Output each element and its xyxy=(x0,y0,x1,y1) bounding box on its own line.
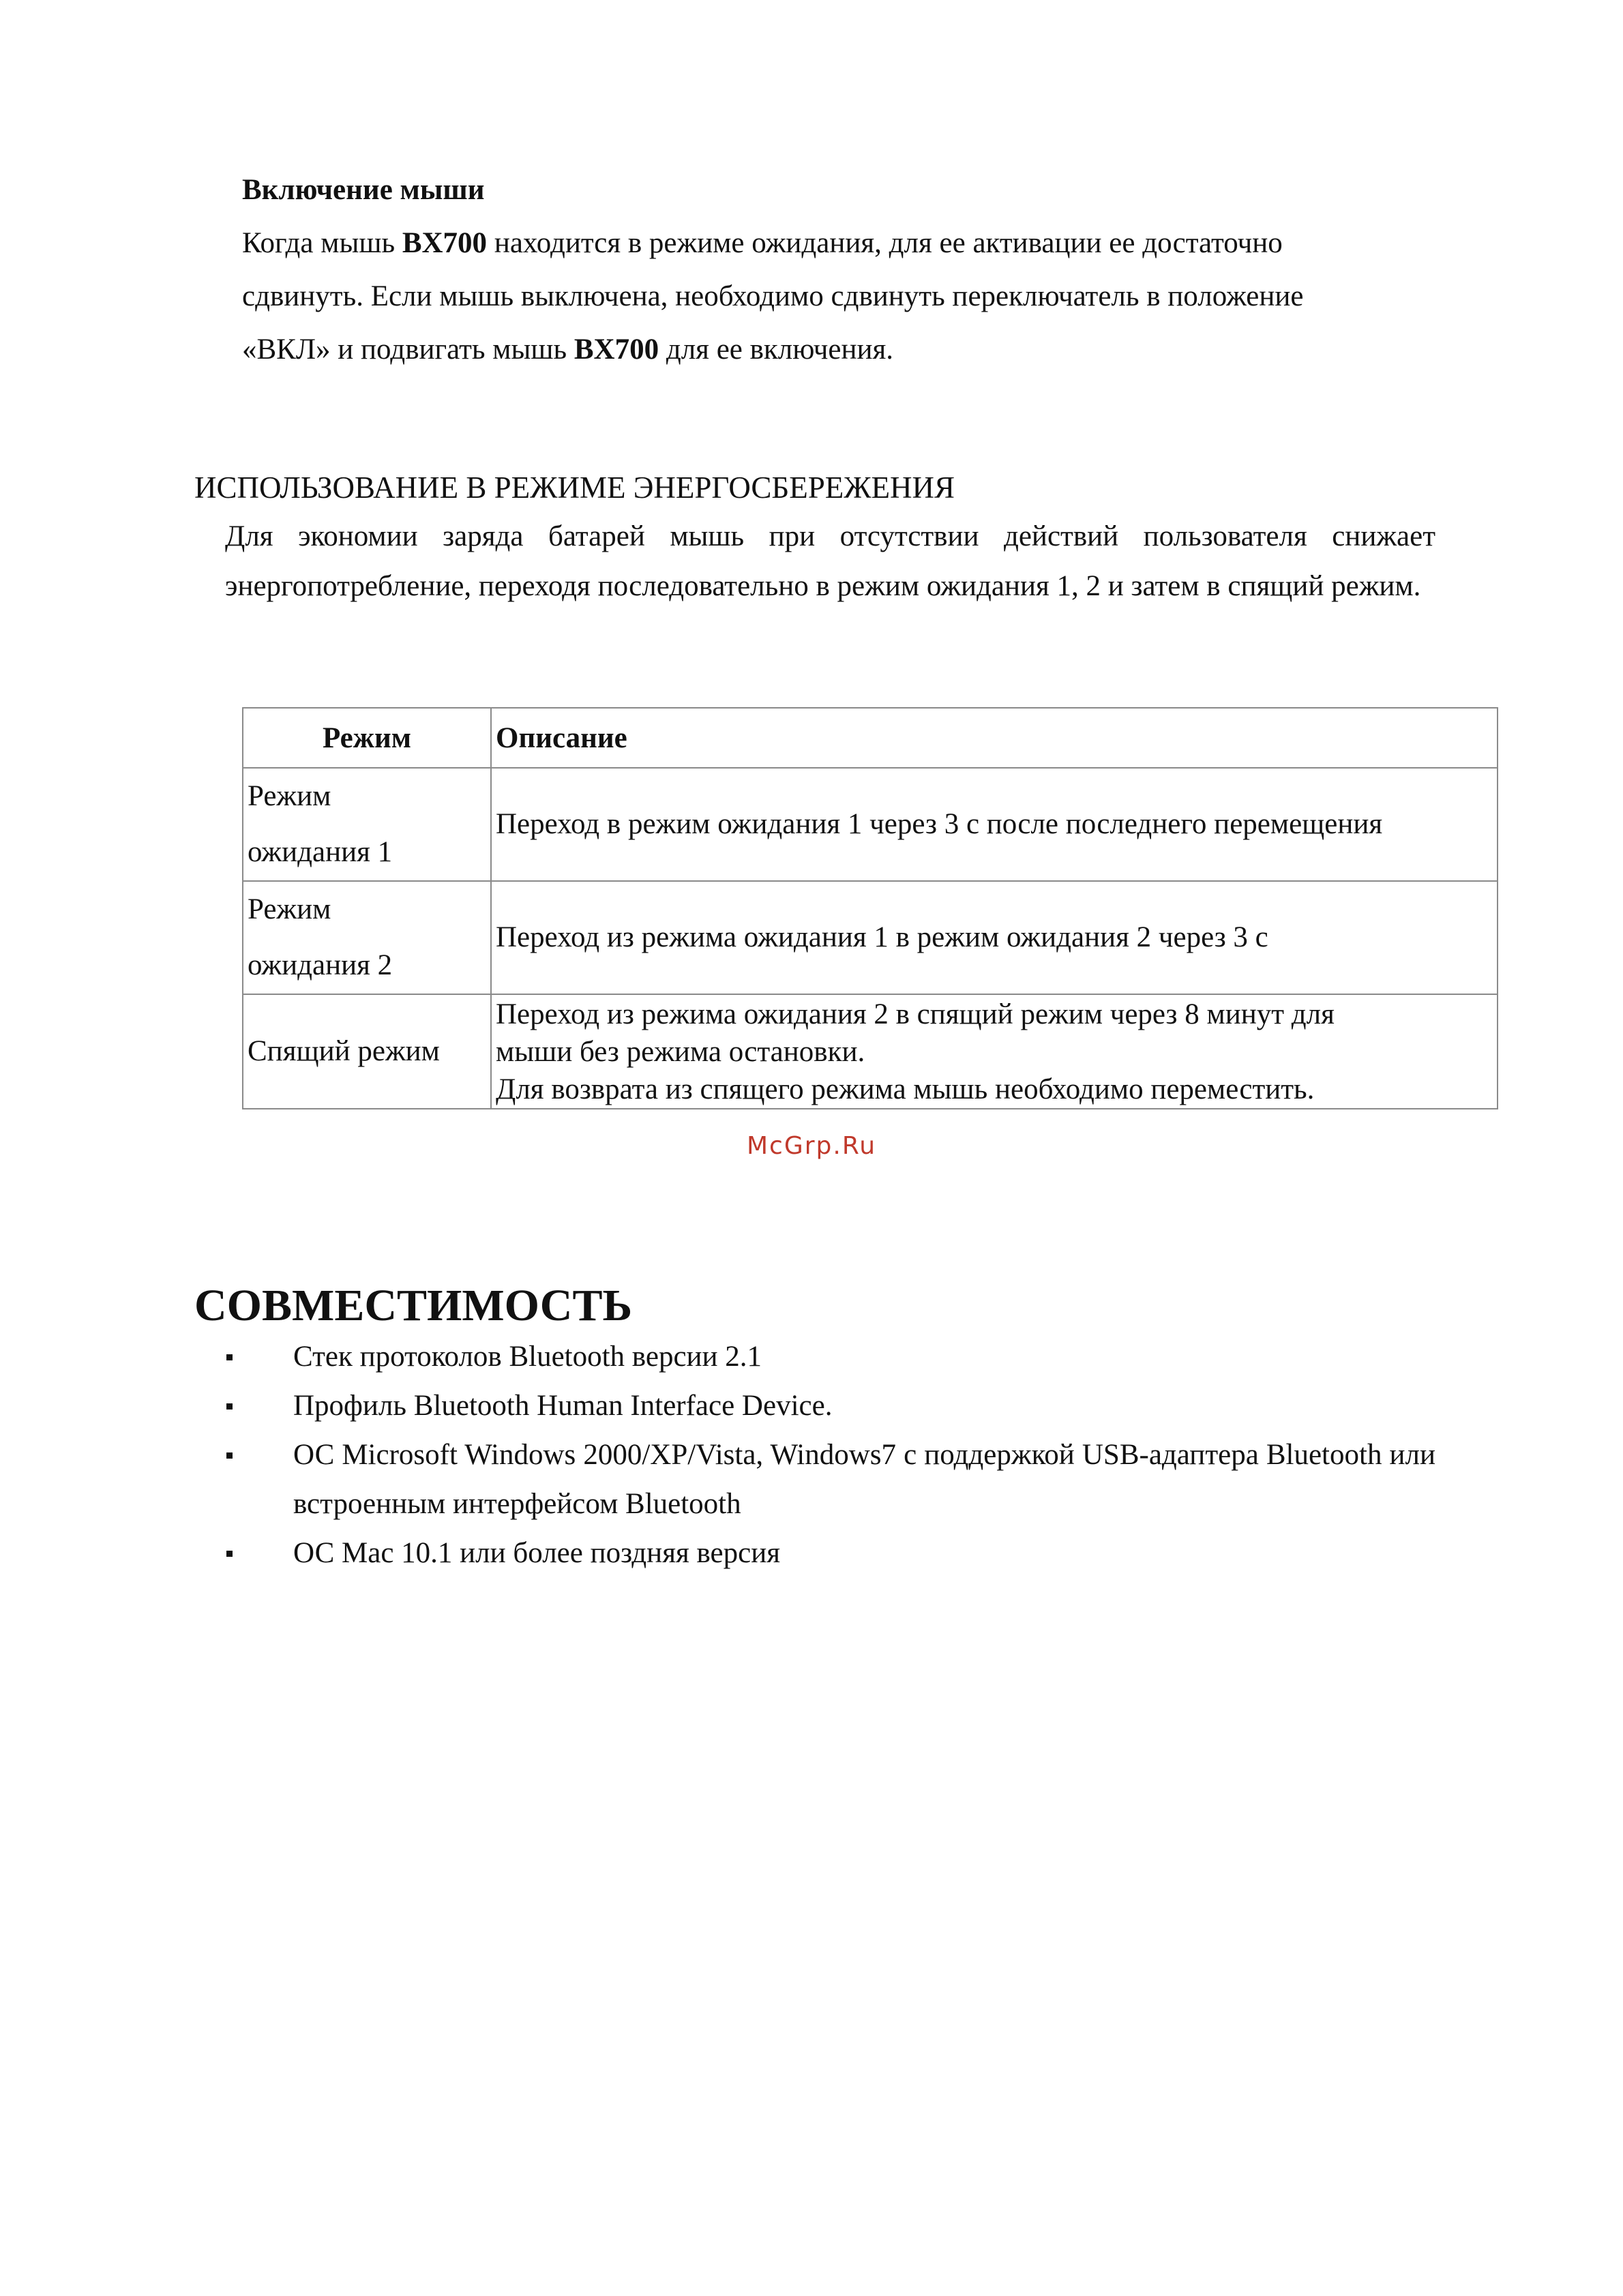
description-cell: Переход в режим ожидания 1 через 3 с после последнего перемещения xyxy=(491,768,1498,881)
text-run: сдвинуть. Если мышь выключена, необходимо сдвинуть переключатель в положение xyxy=(242,280,1304,312)
power-on-section xyxy=(242,164,1435,376)
text-run: находится в режиме ожидания, для ее активации ее достаточно xyxy=(487,227,1283,259)
model-name: BX700 xyxy=(402,227,488,259)
text-run: для ее включения. xyxy=(659,333,894,366)
description-cell: Переход из режима ожидания 1 в режим ожидания 2 через 3 с xyxy=(491,881,1498,994)
compatibility-heading: СОВМЕСТИМОСТЬ xyxy=(194,1281,633,1330)
table-row xyxy=(243,994,1498,1109)
power-on-title: Включение мыши xyxy=(242,174,485,206)
bullet-icon xyxy=(226,1354,233,1360)
list-item xyxy=(194,1382,1435,1431)
list-item xyxy=(194,1529,1435,1578)
table-row xyxy=(243,768,1498,881)
energy-saving-heading: ИСПОЛЬЗОВАНИЕ В РЕЖИМЕ ЭНЕРГОСБЕРЕЖЕНИЯ xyxy=(194,471,955,505)
power-on-line-2 xyxy=(242,270,1435,323)
header-description: Описание xyxy=(491,708,1498,768)
description-cell: Переход из режима ожидания 2 в спящий режим через 8 минут для мыши без режима остановки. Для возврата из спящего режима мышь необходимо переместить. xyxy=(491,994,1498,1109)
compatibility-list xyxy=(194,1332,1435,1578)
bullet-icon xyxy=(226,1452,233,1459)
list-item xyxy=(194,1431,1435,1529)
list-item-text: Профиль Bluetooth Human Interface Device. xyxy=(293,1390,833,1422)
energy-saving-intro: Для экономии заряда батарей мышь при отсутствии действий пользователя снижает энергопотребление, переходя последовательно в режим ожидания 1, 2 и затем в спящий режим. xyxy=(225,520,1435,602)
watermark: McGrp.Ru xyxy=(746,1132,877,1160)
mode-cell: Режим ожидания 1 xyxy=(243,768,491,881)
power-on-line-1 xyxy=(242,217,1435,270)
text-run: Когда мышь xyxy=(242,227,402,259)
list-item-text: Стек протоколов Bluetooth версии 2.1 xyxy=(293,1341,762,1373)
energy-saving-section xyxy=(194,464,1435,611)
table-header-row xyxy=(243,708,1498,768)
mode-cell: Спящий режим xyxy=(243,994,491,1109)
text-run: «ВКЛ» и подвигать мышь xyxy=(242,333,574,366)
compatibility-section xyxy=(194,1275,1435,1578)
bullet-icon xyxy=(226,1403,233,1410)
list-item-text: ОС Microsoft Windows 2000/XP/Vista, Windows7 с поддержкой USB-адаптера Bluetooth или встроенным интерфейсом Bluetooth xyxy=(293,1439,1435,1520)
list-item xyxy=(194,1332,1435,1382)
header-mode: Режим xyxy=(243,708,491,768)
bullet-icon xyxy=(226,1551,233,1557)
model-name: BX700 xyxy=(574,333,659,366)
table-row xyxy=(243,881,1498,994)
power-modes-table xyxy=(242,707,1498,1109)
list-item-text: ОС Mac 10.1 или более поздняя версия xyxy=(293,1537,781,1569)
mode-cell: Режим ожидания 2 xyxy=(243,881,491,994)
power-on-line-3 xyxy=(242,323,1435,376)
